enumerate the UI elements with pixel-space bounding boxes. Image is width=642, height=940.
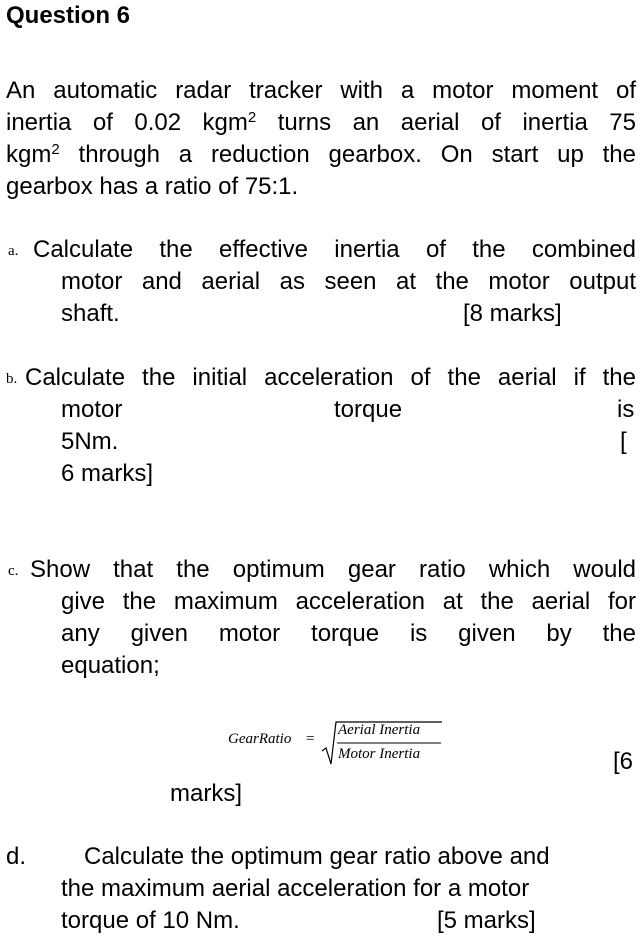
part-c-marks-part-1: [6 bbox=[613, 748, 634, 775]
part-b-line-2-word-3: is bbox=[617, 396, 635, 423]
part-a-line-1: Calculate the effective inertia of the combined bbox=[33, 236, 636, 263]
part-c-marker: c. bbox=[8, 563, 19, 579]
intro-line-3 bbox=[6, 139, 636, 171]
part-d-marker: d. bbox=[6, 843, 27, 870]
part-d-line-3: torque of 10 Nm. bbox=[61, 907, 240, 934]
part-d-marks: [5 marks] bbox=[437, 907, 536, 934]
intro-line-1: An automatic radar tracker with a motor moment of bbox=[6, 77, 636, 104]
intro-line-2-pre: inertia of 0.02 kgm bbox=[6, 109, 248, 136]
part-c-line-2: give the maximum acceleration at the aerial for bbox=[61, 588, 636, 615]
part-a-marker: a. bbox=[8, 243, 19, 259]
part-c-line-4: equation; bbox=[61, 652, 160, 679]
part-c-line-1: Show that the optimum gear ratio which would bbox=[30, 556, 636, 583]
part-c-marks-part-2: marks] bbox=[170, 780, 242, 807]
intro-line-2 bbox=[6, 107, 636, 139]
question-title: Question 6 bbox=[6, 2, 131, 29]
part-c-line-3: any given motor torque is given by the bbox=[61, 620, 636, 647]
intro-line-3-pre: kgm bbox=[6, 141, 52, 168]
part-b-line-1: Calculate the initial acceleration of the aerial if the bbox=[25, 364, 636, 391]
formula-denominator: Motor Inertia bbox=[338, 746, 421, 762]
formula-lhs: GearRatio bbox=[228, 731, 292, 747]
part-a-line-3: shaft. bbox=[61, 300, 120, 327]
part-b-line-4: 6 marks] bbox=[61, 460, 154, 487]
part-b-line-3: 5Nm. bbox=[61, 428, 119, 455]
part-b-line-2-word-2: torque bbox=[334, 396, 403, 423]
part-d-line-2: the maximum aerial acceleration for a motor bbox=[61, 875, 530, 902]
intro-line-2-post: turns an aerial of inertia 75 bbox=[256, 109, 637, 136]
part-b-line-3-bracket: [ bbox=[620, 428, 627, 455]
intro-line-4: gearbox has a ratio of 75:1. bbox=[6, 173, 299, 200]
formula-equals: = bbox=[306, 731, 315, 747]
part-b-marker: b. bbox=[6, 371, 18, 387]
part-a-marks: [8 marks] bbox=[463, 300, 562, 327]
intro-line-2-sup: 2 bbox=[247, 109, 257, 126]
part-a-line-2: motor and aerial as seen at the motor output bbox=[61, 268, 636, 295]
formula-numerator: Aerial Inertia bbox=[338, 722, 421, 738]
part-d-line-1: Calculate the optimum gear ratio above and bbox=[84, 843, 550, 870]
intro-line-3-sup: 2 bbox=[51, 141, 60, 158]
part-b-line-2-word-1: motor bbox=[61, 396, 123, 423]
intro-line-3-post: through a reduction gearbox. On start up the bbox=[59, 141, 636, 168]
